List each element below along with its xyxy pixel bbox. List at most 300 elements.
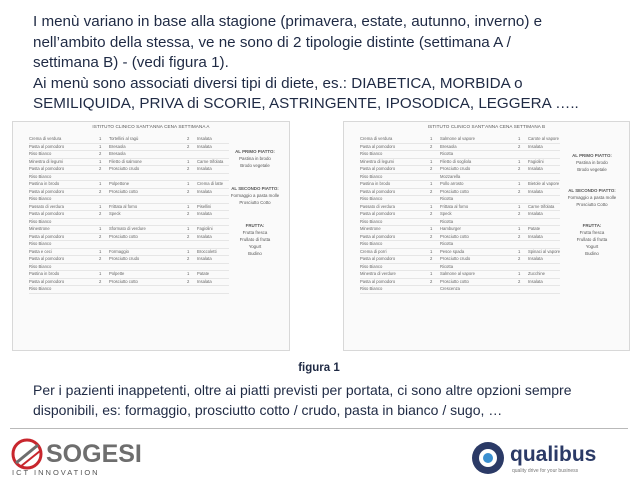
menu-row: [29, 144, 229, 152]
menu-cell: [99, 264, 109, 271]
menu-row: [29, 264, 229, 272]
menu-cell: 1: [430, 181, 433, 186]
outro-line: Per i pazienti inappetenti, oltre ai piatti previsti per portata, ci sono altre opzioni sempre: [33, 382, 572, 398]
menu-cell: 2: [187, 211, 190, 216]
menu-cell: Frittata al forno: [109, 203, 138, 209]
menu-cell: [430, 196, 440, 203]
menu-cell: 1: [518, 248, 521, 254]
sogesi-emblem-icon: [13, 440, 41, 468]
menu-cell: [197, 174, 229, 181]
menu-cell: Pasta al pomodoro: [29, 166, 65, 171]
menu-cell: Insalata: [528, 278, 543, 284]
menu-cell: Riso Bianco: [29, 173, 52, 179]
menu-cell: Carote al vapore: [528, 136, 559, 141]
qualibus-logo: [470, 440, 630, 478]
menu-cell: Pasta al pomodoro: [360, 211, 396, 216]
menu-cell: 2: [518, 211, 521, 216]
menu-cell: 2: [187, 166, 190, 171]
menu-cell: [528, 264, 560, 271]
side-item: Prosciutto Cotto: [576, 202, 608, 207]
menu-cell: 1: [99, 158, 102, 164]
menu-row: [29, 151, 229, 159]
menu-cell: Pasta al pomodoro: [360, 166, 396, 171]
intro-line: SEMILIQUIDA, PRIVA di SCORIE, ASTRINGENTE, IPOSODICA, LEGGERA …..: [33, 95, 579, 112]
menu-row: [360, 286, 560, 294]
sogesi-wordmark: SOGESI: [46, 440, 142, 468]
menu-cell: Crema di porri: [360, 248, 387, 254]
menu-cell: [187, 286, 197, 293]
menu-scan-settimana-b: [343, 121, 630, 351]
intro-text: [33, 12, 623, 115]
menu-cell: 1: [99, 226, 102, 231]
menu-cell: Riso Bianco: [29, 263, 52, 269]
menu-cell: 1: [99, 203, 102, 209]
menu-cell: [518, 264, 528, 271]
menu-cell: [528, 286, 560, 293]
menu-row: [29, 226, 229, 234]
menu-cell: Prosciutto cotto: [109, 233, 138, 239]
menu-row: [360, 174, 560, 182]
menu-cell: [197, 286, 229, 293]
menu-cell: Pasta al pomodoro: [29, 233, 65, 239]
menu-cell: Prosciutto crudo: [109, 166, 140, 171]
menu-cell: [197, 241, 229, 248]
sogesi-tagline: ICT INNOVATION: [12, 468, 100, 477]
menu-cell: Riso Bianco: [29, 151, 52, 156]
menu-cell: Crescenza: [440, 286, 461, 291]
side-item: Budino: [248, 251, 262, 256]
menu-cell: 1: [187, 226, 190, 231]
menu-cell: 2: [187, 188, 190, 194]
menu-cell: Bresaola: [109, 143, 126, 149]
menu-cell: Filetto di salmone: [109, 158, 142, 164]
menu-table: [360, 136, 560, 294]
menu-cell: [528, 151, 560, 158]
menu-cell: Ricotta: [440, 196, 454, 201]
side-item: Prosciutto Cotto: [239, 200, 271, 205]
menu-cell: [187, 264, 197, 271]
menu-cell: Prosciutto crudo: [109, 256, 140, 261]
menu-row: [29, 286, 229, 294]
menu-cell: Passato di verdura: [29, 203, 64, 209]
menu-cell: [197, 151, 229, 158]
menu-cell: Riso Bianco: [360, 173, 383, 179]
menu-cell: Hamburger: [440, 226, 461, 231]
menu-cell: 2: [518, 166, 521, 171]
intro-line: Ai menù sono associati diversi tipi di diete, es.: DIABETICA, MORBIDA o: [33, 74, 523, 92]
menu-cell: Pastina in brodo: [360, 181, 391, 186]
menu-cell: 1: [99, 271, 102, 276]
menu-cell: [430, 241, 440, 248]
menu-row: [29, 136, 229, 144]
menu-row: [360, 226, 560, 234]
menu-row: [360, 159, 560, 167]
menu-row: [29, 234, 229, 242]
intro-line: I menù variano in base alla stagione (primavera, estate, autunno, inverno) e: [33, 13, 543, 30]
menu-scan-title: ISTITUTO CLINICO SANT'ANNA CENA SETTIMANA B: [427, 124, 546, 129]
menu-cell: Riso Bianco: [29, 241, 52, 246]
menu-cell: Minestrone: [29, 226, 50, 231]
menu-cell: [430, 286, 440, 293]
figure-caption: figura 1: [298, 362, 340, 374]
menu-cell: [518, 196, 528, 203]
menu-cell: Speck: [440, 211, 452, 216]
side-heading: FRUTTA:: [245, 223, 265, 228]
menu-cell: 2: [99, 166, 102, 171]
menu-cell: 2: [430, 278, 433, 284]
menu-cell: Insalata: [528, 256, 543, 261]
menu-cell: Carne trifolata: [197, 158, 224, 164]
menu-cell: Riso Bianco: [360, 286, 383, 291]
menu-cell: Insalata: [197, 233, 212, 239]
menu-row: [29, 279, 229, 287]
menu-cell: Prosciutto cotto: [109, 188, 138, 194]
menu-cell: [528, 219, 560, 226]
menu-row: [29, 211, 229, 219]
menu-cell: 2: [99, 211, 102, 216]
menu-row: [360, 151, 560, 159]
side-item: Yogurt: [585, 244, 599, 249]
menu-cell: 1: [187, 181, 190, 186]
menu-cell: Insalata: [528, 233, 543, 239]
menu-cell: Insalata: [197, 143, 212, 149]
menu-scan-settimana-a: [12, 121, 290, 351]
menu-cell: [187, 174, 197, 181]
qualibus-wordmark: qualibus: [510, 443, 597, 466]
menu-cell: 1: [99, 136, 102, 141]
menu-cell: 2: [187, 143, 190, 149]
menu-cell: Passato di verdura: [360, 203, 395, 209]
menu-cell: Ricotta: [440, 218, 454, 224]
menu-row: [29, 174, 229, 182]
menu-cell: Pasta al pomodoro: [29, 143, 65, 149]
menu-cell: 2: [99, 278, 102, 284]
menu-cell: [109, 286, 187, 293]
menu-cell: Riso Bianco: [360, 196, 383, 201]
menu-row: [360, 256, 560, 264]
menu-cell: 2: [187, 278, 190, 284]
menu-cell: Tortellini al ragù: [109, 136, 139, 141]
menu-cell: Salmone al vapore: [440, 136, 475, 141]
qualibus-emblem-icon: [470, 440, 506, 476]
menu-row: [360, 271, 560, 279]
menu-cell: Pollo arrosto: [440, 181, 464, 186]
side-item: Frutta fresca: [242, 230, 268, 235]
menu-row: [360, 166, 560, 174]
side-item: Frullato di frutta: [239, 237, 271, 242]
menu-cell: [518, 286, 528, 293]
menu-cell: [430, 151, 440, 158]
menu-cell: Pasta e ceci: [29, 248, 52, 254]
intro-line: settimana B) - (vedi figura 1).: [33, 54, 229, 71]
menu-cell: Riso Bianco: [360, 218, 383, 224]
menu-row: [360, 136, 560, 144]
menu-cell: Prosciutto cotto: [440, 278, 469, 284]
menu-cell: Riso Bianco: [360, 241, 383, 246]
menu-row: [360, 241, 560, 249]
menu-cell: [528, 174, 560, 181]
menu-cell: Minestra di verdure: [360, 271, 396, 276]
menu-cell: 2: [518, 188, 521, 194]
side-item: Yogurt: [248, 244, 262, 249]
menu-cell: Crema di verdura: [29, 136, 62, 141]
side-item: Pastina in brodo: [239, 156, 271, 161]
menu-cell: 1: [430, 271, 433, 276]
menu-cell: [430, 219, 440, 226]
menu-cell: [99, 196, 109, 203]
side-heading: AL SECONDO PIATTO:: [231, 186, 279, 191]
menu-cell: Prosciutto crudo: [440, 256, 471, 261]
menu-cell: 2: [518, 256, 521, 261]
menu-row: [360, 196, 560, 204]
side-heading: AL PRIMO PIATTO:: [235, 149, 275, 154]
side-item: Pastina in brodo: [576, 160, 608, 165]
menu-cell: Prosciutto crudo: [440, 166, 471, 171]
menu-cell: 2: [99, 151, 102, 156]
menu-cell: Pasta al pomodoro: [360, 188, 396, 194]
menu-cell: [187, 241, 197, 248]
menu-cell: Formaggio: [109, 248, 130, 254]
menu-cell: Insalata: [197, 278, 212, 284]
menu-cell: 1: [430, 226, 433, 231]
menu-cell: Ricotta: [440, 263, 454, 269]
menu-cell: Riso Bianco: [29, 218, 52, 224]
menu-cell: [187, 219, 197, 226]
footer-divider: [10, 428, 628, 429]
menu-cell: Crema di verdura: [360, 136, 393, 141]
menu-cell: Broccoletti: [197, 248, 217, 254]
menu-cell: Insalata: [197, 136, 212, 141]
menu-cell: Bietole al vapore: [528, 181, 560, 186]
menu-cell: Minestra di legumi: [29, 158, 63, 164]
menu-cell: Fagiolini: [197, 226, 213, 231]
menu-row: [29, 241, 229, 249]
menu-row: [29, 181, 229, 189]
menu-row: [360, 234, 560, 242]
menu-cell: Pesce spada: [440, 248, 465, 254]
menu-cell: 1: [430, 248, 433, 254]
side-heading: AL PRIMO PIATTO:: [572, 153, 612, 158]
menu-cell: 1: [99, 181, 102, 186]
side-heading: FRUTTA:: [582, 223, 602, 228]
menu-cell: [109, 174, 187, 181]
menu-cell: Pasta al pomodoro: [360, 278, 396, 284]
menu-cell: [187, 151, 197, 158]
menu-table: [29, 136, 229, 294]
menu-row: [360, 279, 560, 287]
menu-cell: [109, 241, 187, 248]
side-item: Frullato di frutta: [576, 237, 608, 242]
menu-row: [29, 166, 229, 174]
menu-cell: 2: [430, 211, 433, 216]
menu-row: [360, 181, 560, 189]
menu-row: [360, 204, 560, 212]
menu-cell: [197, 264, 229, 271]
side-item: Brodo vegetale: [577, 167, 607, 172]
menu-cell: [187, 196, 197, 203]
outro-line: disponibili, es: formaggio, prosciutto cotto / crudo, pasta in bianco / sugo, …: [33, 401, 503, 418]
menu-cell: Pastina in brodo: [29, 181, 60, 186]
menu-cell: 1: [187, 203, 190, 209]
menu-cell: 2: [430, 143, 433, 149]
menu-cell: Zucchine: [528, 271, 545, 276]
intro-line: nell’ambito della stessa, ve ne sono di 2 tipologie distinte (settimana A /: [33, 33, 511, 51]
menu-cell: 2: [99, 256, 102, 261]
menu-cell: 2: [430, 233, 433, 239]
menu-cell: [109, 196, 187, 203]
menu-row: [360, 264, 560, 272]
menu-cell: [109, 264, 187, 271]
menu-cell: Pisellini: [197, 203, 212, 209]
side-item: Frutta fresca: [579, 230, 605, 235]
menu-cell: Prosciutto cotto: [440, 188, 469, 194]
menu-cell: 2: [99, 233, 102, 239]
menu-cell: 1: [430, 136, 433, 141]
menu-cell: Ricotta: [440, 151, 454, 156]
menu-cell: 1: [187, 248, 190, 254]
menu-cell: [99, 286, 109, 293]
menu-cell: [518, 151, 528, 158]
menu-cell: Minestrone: [360, 226, 381, 231]
menu-cell: 2: [518, 233, 521, 239]
menu-cell: Filetto di sogliola: [440, 158, 472, 164]
menu-cell: 1: [187, 271, 190, 276]
menu-row: [29, 189, 229, 197]
menu-cell: Pasta al pomodoro: [360, 143, 396, 149]
menu-row: [360, 144, 560, 152]
menu-cell: 1: [99, 248, 102, 254]
menu-cell: Prosciutto cotto: [109, 278, 138, 284]
menu-cell: Pasta al pomodoro: [29, 188, 65, 194]
menu-cell: 1: [518, 271, 521, 276]
side-item: Formaggio a pasta molle: [567, 195, 617, 200]
menu-cell: [518, 219, 528, 226]
menu-cell: 2: [187, 233, 190, 239]
menu-cell: Insalata: [528, 166, 543, 171]
menu-cell: Bresaola: [440, 143, 457, 149]
menu-cell: Insalata: [197, 188, 212, 194]
menu-row: [360, 189, 560, 197]
menu-cell: 1: [187, 158, 190, 164]
qualibus-tagline: quality drive for your business: [512, 468, 579, 474]
menu-cell: [430, 174, 440, 181]
menu-cell: Pastina in brodo: [29, 271, 60, 276]
side-item: Formaggio a pasta molle: [230, 193, 280, 198]
menu-row: [29, 256, 229, 264]
menu-cell: Polpette: [109, 271, 125, 276]
menu-cell: 1: [430, 158, 433, 164]
menu-cell: 2: [518, 143, 521, 149]
menu-cell: Insalata: [197, 256, 212, 261]
menu-cell: Insalata: [197, 211, 212, 216]
menu-cell: 1: [430, 203, 433, 209]
menu-cell: [197, 196, 229, 203]
menu-cell: [518, 241, 528, 248]
menu-side-notes: [564, 146, 620, 257]
menu-cell: Crema di latte: [197, 181, 224, 186]
menu-cell: Riso Bianco: [360, 151, 383, 156]
menu-cell: Bresaola: [109, 151, 126, 156]
menu-cell: [430, 264, 440, 271]
menu-cell: 1: [518, 136, 521, 141]
side-item: Brodo vegetale: [240, 163, 270, 168]
menu-cell: Spinaci al vapore: [528, 248, 560, 254]
menu-cell: Salmone al vapore: [440, 271, 475, 276]
menu-cell: Insalata: [528, 211, 543, 216]
menu-row: [29, 219, 229, 227]
menu-scan-title: ISTITUTO CLINICO SANT'ANNA CENA SETTIMANA A: [92, 124, 210, 129]
menu-cell: 2: [518, 278, 521, 284]
menu-cell: 2: [187, 136, 190, 141]
menu-cell: [528, 196, 560, 203]
menu-cell: Sformato di verdure: [109, 226, 146, 231]
menu-cell: [197, 219, 229, 226]
menu-cell: Patate: [528, 226, 541, 231]
menu-cell: 2: [430, 166, 433, 171]
menu-cell: [99, 241, 109, 248]
menu-cell: Fagiolini: [528, 158, 544, 164]
menu-cell: Pasta al pomodoro: [29, 256, 65, 261]
menu-cell: Patate: [197, 271, 210, 276]
sogesi-logo: [10, 437, 170, 477]
menu-cell: Frittata al forno: [440, 203, 469, 209]
menu-cell: Pasta al pomodoro: [29, 278, 65, 284]
menu-cell: Insalata: [528, 143, 543, 149]
menu-cell: Pasta al pomodoro: [360, 233, 396, 239]
menu-cell: Prosciutto cotto: [440, 233, 469, 239]
menu-cell: Speck: [109, 211, 121, 216]
menu-cell: 1: [518, 226, 521, 231]
side-item: Budino: [585, 251, 599, 256]
menu-row: [29, 271, 229, 279]
menu-side-notes: [227, 142, 283, 257]
menu-cell: Polpettone: [109, 181, 130, 186]
menu-row: [29, 249, 229, 257]
outro-text: [33, 381, 623, 420]
menu-cell: Riso Bianco: [29, 196, 52, 201]
menu-cell: Minestra di legumi: [360, 158, 394, 164]
menu-cell: Carne trifolata: [528, 203, 555, 209]
menu-cell: 2: [99, 188, 102, 194]
menu-row: [29, 196, 229, 204]
menu-row: [29, 159, 229, 167]
menu-row: [29, 204, 229, 212]
menu-cell: [99, 219, 109, 226]
menu-row: [360, 249, 560, 257]
menu-cell: Insalata: [197, 166, 212, 171]
menu-cell: [528, 241, 560, 248]
menu-cell: Mozzarella: [440, 173, 461, 179]
menu-cell: Pasta al pomodoro: [360, 256, 396, 261]
menu-cell: [99, 174, 109, 181]
menu-cell: 2: [430, 256, 433, 261]
menu-cell: [518, 174, 528, 181]
menu-cell: 1: [99, 143, 102, 149]
menu-row: [360, 219, 560, 227]
side-heading: AL SECONDO PIATTO:: [568, 188, 616, 193]
menu-cell: 2: [430, 188, 433, 194]
menu-cell: 2: [187, 256, 190, 261]
menu-cell: 1: [518, 181, 521, 186]
menu-cell: Ricotta: [440, 241, 454, 246]
menu-cell: [109, 219, 187, 226]
menu-row: [360, 211, 560, 219]
menu-cell: Insalata: [528, 188, 543, 194]
menu-cell: Riso Bianco: [360, 263, 383, 269]
menu-cell: Pasta al pomodoro: [29, 211, 65, 216]
menu-cell: 1: [518, 158, 521, 164]
menu-cell: 1: [518, 203, 521, 209]
